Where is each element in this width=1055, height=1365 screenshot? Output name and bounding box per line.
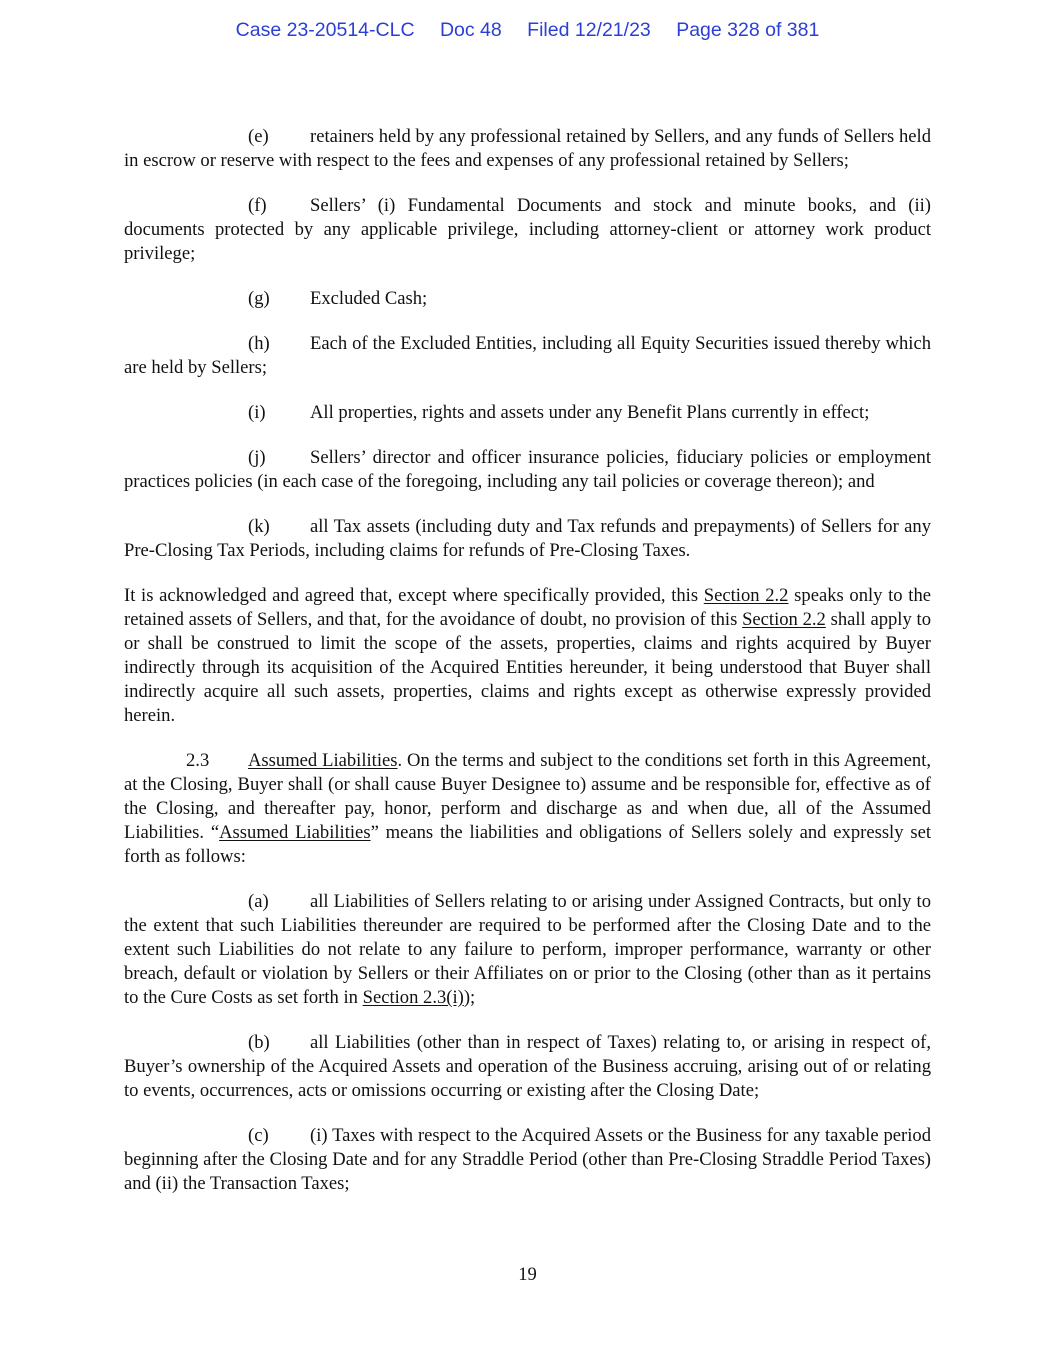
acknowledgement-paragraph: It is acknowledged and agreed that, except where specifically provided, this Section 2.2 speaks only to the retained assets of Sellers, and that, for the avoidance of doubt, no provision of this Section 2.2 shall apply to or shall be construed to limit the scope of the assets, properties, claims and rights acquired by Buyer indirectly through its acquisition of the Acquired Entities hereunder, it being understood that Buyer shall indirectly acquire all such assets, properties, claims and rights except as otherwise expressly provided herein. [124, 585, 932, 726]
list-item: (e) retainers held by any professional retained by Sellers, and any funds of Sellers held in escrow or reserve with respect to the fees and expenses of any professional retained by Sellers; [124, 126, 931, 171]
list-item: (i) All properties, rights and assets under any Benefit Plans currently in effect; [248, 402, 870, 423]
section-reference: Section 2.2 [703, 585, 789, 606]
defined-term: Assumed Liabilities [219, 822, 371, 843]
page-number: 19 [518, 1264, 537, 1285]
section-reference: Section 2.3(i) [362, 987, 464, 1008]
section-number: 2.3 [186, 750, 210, 771]
section-heading: Assumed Liabilities [248, 750, 398, 771]
doc-number: Doc 48 [439, 19, 502, 41]
list-item: (k) all Tax assets (including duty and Tax refunds and prepayments) of Sellers for any Pre-Closing Tax Periods, including claims for refunds of Pre-Closing Taxes. [124, 516, 931, 561]
document-body [124, 125, 931, 1217]
list-item: (a) all Liabilities of Sellers relating to or arising under Assigned Contracts, but only to the extent that such Liabilities thereunder are required to be performed after the Closing Date and to the extent such Liabilities do not relate to any failure to perform, improper performance, warranty or other breach, default or violation by Sellers or their Affiliates on or prior to the Closing (other than as it pertains to the Cure Costs as set forth in Section 2.3(i)); [124, 891, 931, 1008]
list-item: (g) Excluded Cash; [248, 288, 428, 309]
page-info: Page 328 of 381 [676, 19, 820, 41]
list-item: (b) all Liabilities (other than in respect of Taxes) relating to, or arising in respect of, Buyer’s ownership of the Acquired Assets and operation of the Business accruing, arising out of or relating to events, occurrences, acts or omissions occurring or existing after the Closing Date; [124, 1032, 931, 1101]
section-2-3: 2.3 Assumed Liabilities. On the terms and subject to the conditions set forth in this Agreement, at the Closing, Buyer shall (or shall cause Buyer Designee to) assume and be responsible for, effective as of the Closing, and thereafter pay, honor, perform and discharge as and when due, all of the Assumed Liabilities. “Assumed Liabilities” means the liabilities and obligations of Sellers solely and expressly set forth as follows: [124, 750, 932, 867]
case-number: Case 23-20514-CLC [235, 19, 415, 41]
filing-header [0, 19, 1055, 42]
filed-date: Filed 12/21/23 [527, 19, 651, 41]
list-item: (j) Sellers’ director and officer insurance policies, fiduciary policies or employment practices policies (in each case of the foregoing, including any tail policies or coverage thereon); and [124, 447, 931, 492]
list-item: (f) Sellers’ (i) Fundamental Documents and stock and minute books, and (ii) documents protected by any applicable privilege, including attorney-client or attorney work product privilege; [124, 195, 931, 264]
list-item: (h) Each of the Excluded Entities, including all Equity Securities issued thereby which are held by Sellers; [124, 333, 931, 378]
list-item: (c) (i) Taxes with respect to the Acquired Assets or the Business for any taxable period beginning after the Closing Date and for any Straddle Period (other than Pre-Closing Straddle Period Taxes) and (ii) the Transaction Taxes; [124, 1125, 931, 1194]
section-reference: Section 2.2 [742, 609, 826, 630]
